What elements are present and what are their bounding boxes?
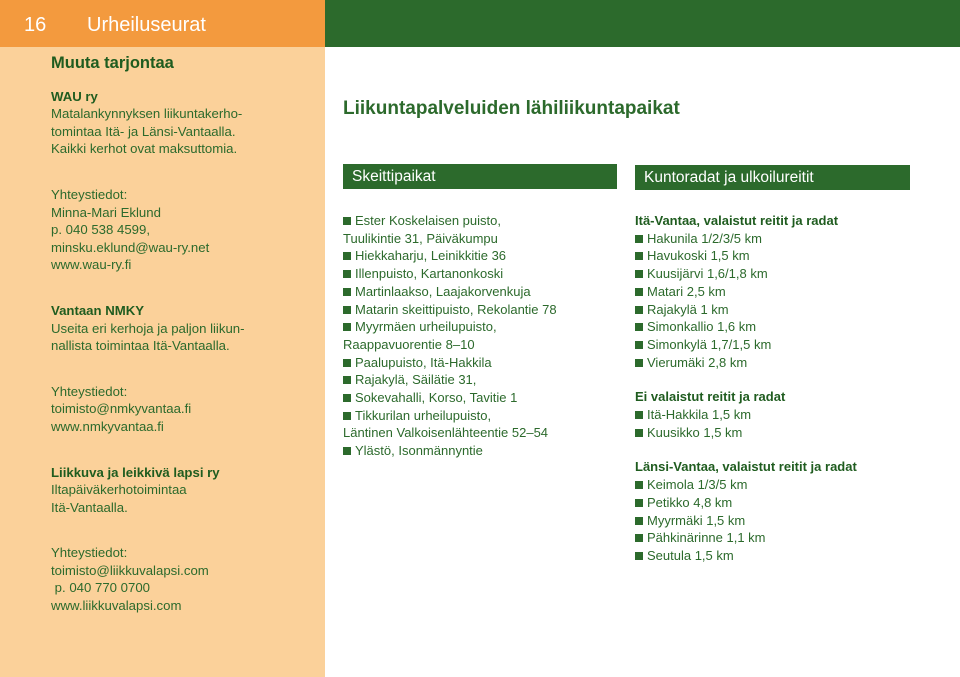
square-bullet-icon [635,288,643,296]
org-desc-line: Itä-Vantaalla. [51,499,128,515]
list-item: Hiekkaharju, Leinikkitie 36 [343,247,623,265]
org-desc-line: Useita eri kerhoja ja paljon liikun- [51,320,245,336]
trail-group-heading: Itä-Vantaa, valaistut reitit ja radat [635,213,839,228]
contact-label: Yhteystiedot: [51,383,128,399]
square-bullet-icon [635,235,643,243]
square-bullet-icon [635,429,643,437]
org-desc-line: Matalankynnyksen liikuntakerho- [51,106,243,122]
org-desc-line: Kaikki kerhot ovat maksuttomia. [51,141,238,157]
other-offerings-heading: Muuta tarjontaa [51,54,174,72]
org-nmky [51,302,311,436]
org-name: WAU ry [51,88,98,104]
list-item: Vierumäki 2,8 km [635,354,925,372]
square-bullet-icon [343,376,351,384]
square-bullet-icon [635,323,643,331]
contact-email-link[interactable]: toimisto@liikkuvalapsi.com [51,562,209,578]
list-item: Kuusijärvi 1,6/1,8 km [635,265,925,283]
list-item: Seutula 1,5 km [635,547,925,565]
org-name: Vantaan NMKY [51,302,145,318]
list-item: Myyrmäki 1,5 km [635,512,925,530]
square-bullet-icon [343,252,351,260]
square-bullet-icon [635,481,643,489]
list-item: Ylästö, Isonmännyntie [343,442,623,460]
list-item: Hakunila 1/2/3/5 km [635,230,925,248]
trails-list [635,212,925,565]
contact-label: Yhteystiedot: [51,545,128,561]
list-item: Simonkylä 1,7/1,5 km [635,336,925,354]
contact-email-link[interactable]: minsku.eklund@wau-ry.net [51,239,210,255]
org-liikkuva-lapsi [51,464,311,615]
square-bullet-icon [635,499,643,507]
org-desc-line: Iltapäiväkerhotoimintaa [51,482,187,498]
square-bullet-icon [635,341,643,349]
square-bullet-icon [635,534,643,542]
list-item: Matari 2,5 km [635,283,925,301]
square-bullet-icon [635,270,643,278]
square-bullet-icon [635,411,643,419]
trail-group-heading: Länsi-Vantaa, valaistut reitit ja radat [635,459,857,475]
list-item: Tikkurilan urheilupuisto, Läntinen Valkoisenlähteentie 52–54 [343,407,549,441]
list-item: Itä-Hakkila 1,5 km [635,406,925,424]
header-green-band [325,0,960,47]
main-title: Liikuntapalveluiden lähiliikuntapaikat [343,98,680,119]
square-bullet-icon [343,217,351,225]
list-item: Simonkallio 1,6 km [635,318,925,336]
list-item: Rajakylä 1 km [635,301,925,319]
square-bullet-icon [343,323,351,331]
list-item: Martinlaakso, Laajakorvenkuja [343,283,623,301]
square-bullet-icon [635,252,643,260]
square-bullet-icon [343,447,351,455]
contact-website-link[interactable]: www.wau-ry.fi [51,257,132,273]
list-item: Myyrmäen urheilupuisto, Raappavuorentie 8–10 [343,319,497,352]
list-item: Havukoski 1,5 km [635,247,925,265]
section-title: Urheiluseurat [87,14,206,36]
square-bullet-icon [343,306,351,314]
contact-person: Minna-Mari Eklund [51,204,161,220]
contact-label: Yhteystiedot: [51,186,128,202]
page-number: 16 [24,14,47,36]
list-item: Keimola 1/3/5 km [635,476,925,494]
list-item: Rajakylä, Säilätie 31, [343,371,623,389]
skate-parks-heading: Skeittipaikat [343,164,617,189]
square-bullet-icon [343,412,351,420]
other-offerings [51,55,311,615]
square-bullet-icon [635,306,643,314]
square-bullet-icon [635,552,643,560]
org-desc-line: tomintaa Itä- ja Länsi-Vantaalla. [51,123,236,139]
list-item: Pähkinärinne 1,1 km [635,529,925,547]
list-item: Ester Koskelaisen puisto, Tuulikintie 31, Päiväkumpu [343,213,501,246]
square-bullet-icon [343,394,351,402]
list-item: Petikko 4,8 km [635,494,925,512]
org-wau [51,88,311,274]
org-desc-line: nallista toimintaa Itä-Vantaalla. [51,338,230,354]
square-bullet-icon [343,359,351,367]
square-bullet-icon [635,359,643,367]
contact-phone: p. 040 538 4599, [51,222,150,238]
org-name: Liikkuva ja leikkivä lapsi ry [51,464,220,480]
trails-heading: Kuntoradat ja ulkoilureitit [635,165,910,190]
list-item: Sokevahalli, Korso, Tavitie 1 [343,389,623,407]
contact-phone: p. 040 770 0700 [51,580,150,596]
list-item: Kuusikko 1,5 km [635,424,925,442]
list-item: Illenpuisto, Kartanonkoski [343,265,623,283]
skate-parks-list [343,212,623,460]
contact-website-link[interactable]: www.liikkuvalapsi.com [51,598,182,614]
contact-email-link[interactable]: toimisto@nmkyvantaa.fi [51,401,192,417]
trail-group-heading: Ei valaistut reitit ja radat [635,389,786,405]
square-bullet-icon [343,270,351,278]
contact-website-link[interactable]: www.nmkyvantaa.fi [51,418,164,434]
list-item: Paalupuisto, Itä-Hakkila [343,354,623,372]
list-item: Matarin skeittipuisto, Rekolantie 78 [343,301,623,319]
square-bullet-icon [635,517,643,525]
square-bullet-icon [343,288,351,296]
